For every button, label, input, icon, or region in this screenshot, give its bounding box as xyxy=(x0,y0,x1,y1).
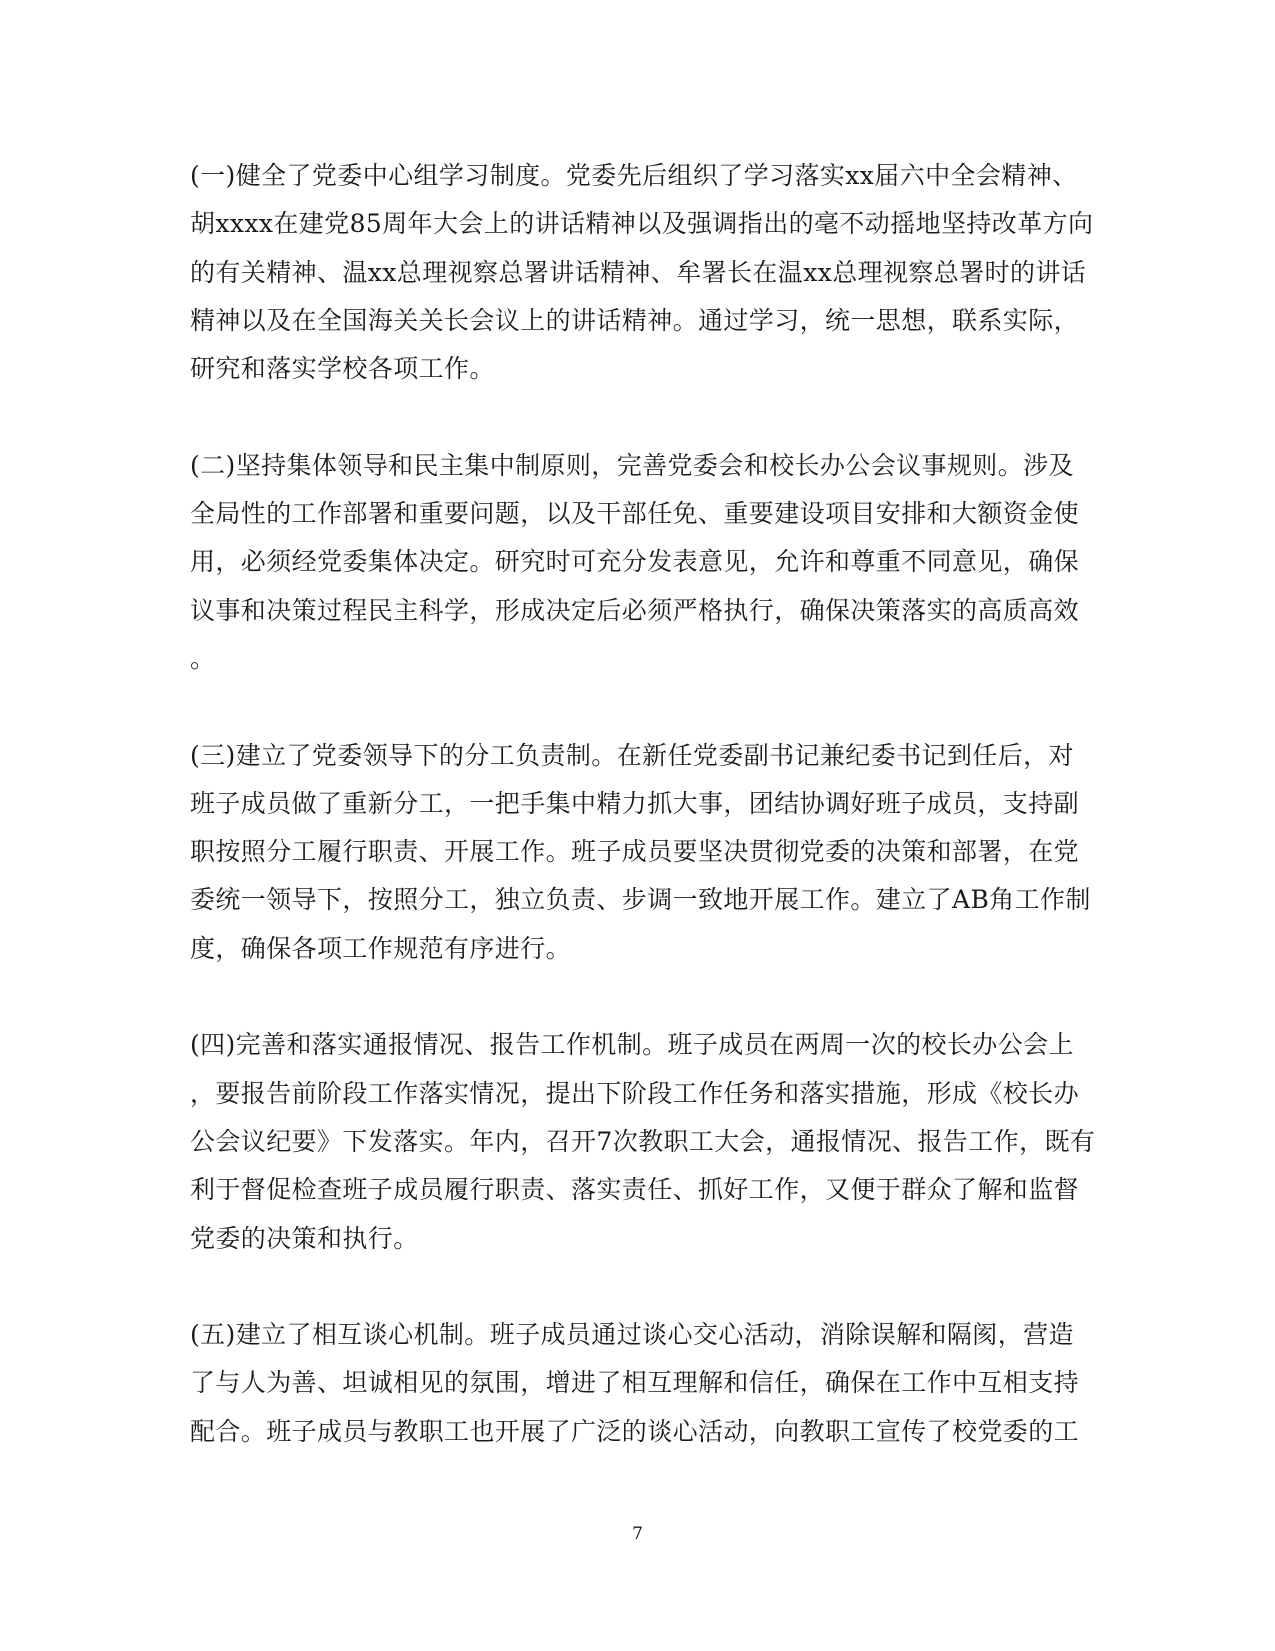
text-line: 了与人为善、坦诚相见的氛围，增进了相互理解和信任，确保在工作中互相支持 xyxy=(190,1368,1080,1398)
text-line: 胡xxxx在建党85周年大会上的讲话精神以及强调指出的毫不动摇地坚持改革方向 xyxy=(190,209,1094,239)
text-line: 委统一领导下，按照分工，独立负责、步调一致地开展工作。建立了AB角工作制 xyxy=(190,885,1091,915)
paragraph-4 xyxy=(190,1021,1096,1262)
text-line: (五)建立了相互谈心机制。班子成员通过谈心交心活动，消除误解和隔阂，营造 xyxy=(190,1320,1074,1350)
text-line: 利于督促检查班子成员履行职责、落实责任、抓好工作，又便于群众了解和监督 xyxy=(190,1175,1080,1205)
text-line: 研究和落实学校各项工作。 xyxy=(190,354,495,384)
page-number: 7 xyxy=(632,1524,643,1544)
paragraph-5 xyxy=(190,1311,1080,1456)
text-line: (三)建立了党委领导下的分工负责制。在新任党委副书记兼纪委书记到任后，对 xyxy=(190,740,1074,770)
paragraph-spacer xyxy=(190,1263,1070,1311)
text-line: 班子成员做了重新分工，一把手集中精力抓大事，团结协调好班子成员，支持副 xyxy=(190,788,1080,818)
paragraph-2 xyxy=(190,442,1080,683)
text-line: 配合。班子成员与教职工也开展了广泛的谈心活动，向教职工宣传了校党委的工 xyxy=(190,1416,1080,1446)
text-line: (四)完善和落实通报情况、报告工作机制。班子成员在两周一次的校长办公会上 xyxy=(190,1030,1074,1060)
text-line: 议事和决策过程民主科学，形成决定后必须严格执行，确保决策落实的高质高效 xyxy=(190,595,1080,625)
document-body xyxy=(190,152,1096,1456)
paragraph-spacer xyxy=(190,973,1070,1021)
text-line: 全局性的工作部署和重要问题，以及干部任免、重要建设项目安排和大额资金使 xyxy=(190,499,1080,529)
text-line: 职按照分工履行职责、开展工作。班子成员要坚决贯彻党委的决策和部署，在党 xyxy=(190,837,1080,867)
text-line: (一)健全了党委中心组学习制度。党委先后组织了学习落实xx届六中全会精神、 xyxy=(190,161,1078,190)
paragraph-3 xyxy=(190,732,1091,973)
text-line: 度，确保各项工作规范有序进行。 xyxy=(190,933,572,963)
text-line: 用，必须经党委集体决定。研究时可充分发表意见，允许和尊重不同意见，确保 xyxy=(190,547,1080,577)
paragraph-spacer xyxy=(190,683,1070,731)
text-line: 精神以及在全国海关关长会议上的讲话精神。通过学习，统一思想，联系实际， xyxy=(190,305,1080,335)
paragraph-1 xyxy=(190,152,1094,393)
paragraph-spacer xyxy=(190,393,1070,441)
text-line: (二)坚持集体领导和民主集中制原则，完善党委会和校长办公会议事规则。涉及 xyxy=(190,450,1074,480)
text-line: ，要报告前阶段工作落实情况，提出下阶段工作任务和落实措施，形成《校长办 xyxy=(190,1078,1080,1108)
text-line: 。 xyxy=(190,643,216,673)
text-line: 党委的决策和执行。 xyxy=(190,1223,419,1253)
text-line: 的有关精神、温xx总理视察总署讲话精神、牟署长在温xx总理视察总署时的讲话 xyxy=(190,257,1087,287)
text-line: 公会议纪要》下发落实。年内，召开7次教职工大会，通报情况、报告工作，既有 xyxy=(190,1126,1096,1156)
